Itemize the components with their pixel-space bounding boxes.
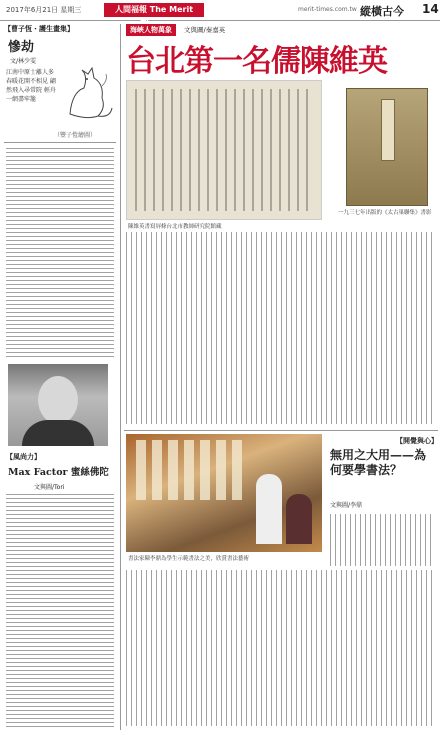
lower-feature-side-body: [330, 514, 434, 566]
calligraphy-strokes: [135, 89, 311, 211]
teacher-figure: [256, 474, 282, 544]
feature-headline: 台北第一名儒陳維英: [126, 44, 387, 79]
page-number: 14: [422, 2, 439, 16]
lower-byline: 文與圖/Tori: [34, 484, 65, 491]
calligraphy-image: [126, 80, 322, 220]
series-label: 【曹子恆・護生畫集】: [4, 24, 74, 33]
byline: 文/林少雯: [10, 58, 37, 65]
book-label: [381, 99, 395, 161]
divider: [4, 142, 116, 143]
cat-illustration: [62, 64, 116, 124]
scroll-banners: [136, 440, 246, 500]
poem-text: 江南中原士離人多 春暖花開不相見 翩然飛入尋常院 輕舟一網盡牢籠: [6, 69, 56, 103]
column-label: 【風尚力】: [6, 453, 41, 461]
portrait-photo: [8, 364, 108, 446]
main-feature: [124, 24, 438, 428]
book-caption: 一九三七年出版的《太古巢聯集》書影: [338, 210, 432, 216]
lower-feature: [124, 434, 438, 730]
section-name: 縱橫古今: [360, 5, 404, 18]
image-caption: 陳維英書寫屏條台北市教師研究院館藏: [128, 224, 222, 230]
column-divider: [120, 24, 121, 730]
portrait-face: [38, 376, 78, 424]
feature-byline: 文與圖/秦嘉英: [184, 26, 226, 34]
website-url: merit-times.com.tw: [298, 6, 357, 13]
poem-credit: （豐子愷繪圖）: [54, 132, 97, 139]
left-column: [4, 24, 116, 730]
student-figure: [286, 494, 312, 544]
portrait-suit: [22, 420, 94, 446]
section-divider: [124, 430, 438, 431]
lower-feature-body: [126, 570, 434, 726]
feature-body: [126, 232, 434, 424]
photo-caption: 書法家陳李鼎為學生示範書法之美，欣賞書法藝術: [128, 556, 250, 562]
classroom-photo: [126, 434, 322, 552]
lower-body: [6, 494, 114, 730]
lower-headline: 無用之大用——為何要學書法？: [330, 448, 427, 477]
book-cover-image: [346, 88, 428, 206]
lower-feature-byline: 文與圖/李鼎: [330, 502, 363, 509]
kicker-badge: 海峽人物萬象: [126, 24, 176, 36]
newspaper-logo: 人間福報 The Merit: [104, 3, 204, 17]
lower-title: Max Factor 蜜絲佛陀: [8, 467, 109, 478]
article-title: 慘劫: [8, 40, 35, 55]
column-tag: 【開覺與心】: [396, 437, 438, 445]
article-body: [6, 148, 114, 360]
issue-date: 2017年6月21日 星期三: [6, 6, 82, 14]
page-header: [0, 0, 440, 21]
